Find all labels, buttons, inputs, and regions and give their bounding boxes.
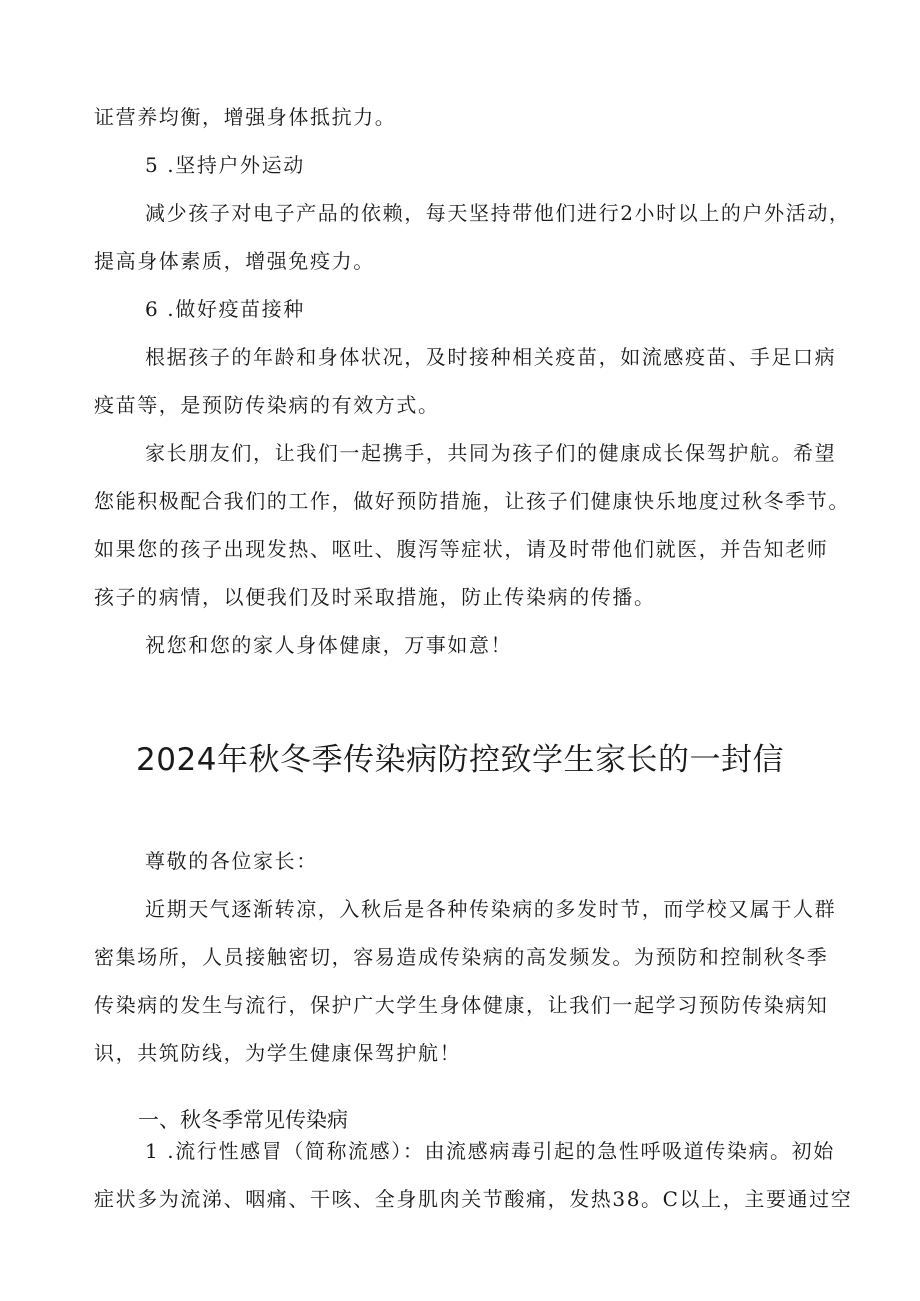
- paragraph-nutrition-continued: 证营养均衡，增强身体抵抗力。: [94, 105, 397, 129]
- influenza-paragraph-line-2: 症状多为流涕、咽痛、干咳、全身肌肉关节酸痛，发热38。C以上，主要通过空: [94, 1187, 853, 1211]
- item-5-text-line-2: 提高身体素质，增强免疫力。: [94, 249, 375, 273]
- closing-paragraph-line-1: 家长朋友们，让我们一起携手，共同为孩子们的健康成长保驾护航。希望: [145, 441, 837, 465]
- closing-paragraph-line-2: 您能积极配合我们的工作，做好预防措施，让孩子们健康快乐地度过秋冬季节。: [94, 489, 850, 513]
- intro-paragraph-line-2: 密集场所，人员接触密切，容易造成传染病的高发频发。为预防和控制秋冬季: [94, 945, 829, 969]
- closing-wish: 祝您和您的家人身体健康，万事如意！: [145, 633, 513, 657]
- influenza-paragraph-line-1: 1 .流行性感冒（简称流感）：由流感病毒引起的急性呼吸道传染病。初始: [145, 1139, 835, 1163]
- item-6-title: 6 .做好疫苗接种: [145, 297, 305, 321]
- item-6-text-line-1: 根据孩子的年龄和身体状况，及时接种相关疫苗，如流感疫苗、手足口病: [145, 345, 837, 369]
- intro-paragraph-line-1: 近期天气逐渐转凉，入秋后是各种传染病的多发时节，而学校又属于人群: [145, 897, 837, 921]
- item-5-title: 5 .坚持户外运动: [145, 153, 305, 177]
- section-heading-common-diseases: 一、秋冬季常见传染病: [138, 1108, 348, 1132]
- letter-greeting: 尊敬的各位家长：: [145, 849, 318, 873]
- item-6-text-line-2: 疫苗等，是预防传染病的有效方式。: [94, 393, 440, 417]
- intro-paragraph-line-4: 识，共筑防线，为学生健康保驾护航！: [94, 1041, 462, 1065]
- letter-title: 2024年秋冬季传染病防控致学生家长的一封信: [136, 742, 784, 778]
- intro-paragraph-line-3: 传染病的发生与流行，保护广大学生身体健康，让我们一起学习预防传染病知: [94, 993, 829, 1017]
- item-5-text-line-1: 减少孩子对电子产品的依赖，每天坚持带他们进行2小时以上的户外活动，: [145, 201, 851, 225]
- closing-paragraph-line-3: 如果您的孩子出现发热、呕吐、腹泻等症状，请及时带他们就医，并告知老师: [94, 537, 829, 561]
- closing-paragraph-line-4: 孩子的病情，以便我们及时采取措施，防止传染病的传播。: [94, 585, 656, 609]
